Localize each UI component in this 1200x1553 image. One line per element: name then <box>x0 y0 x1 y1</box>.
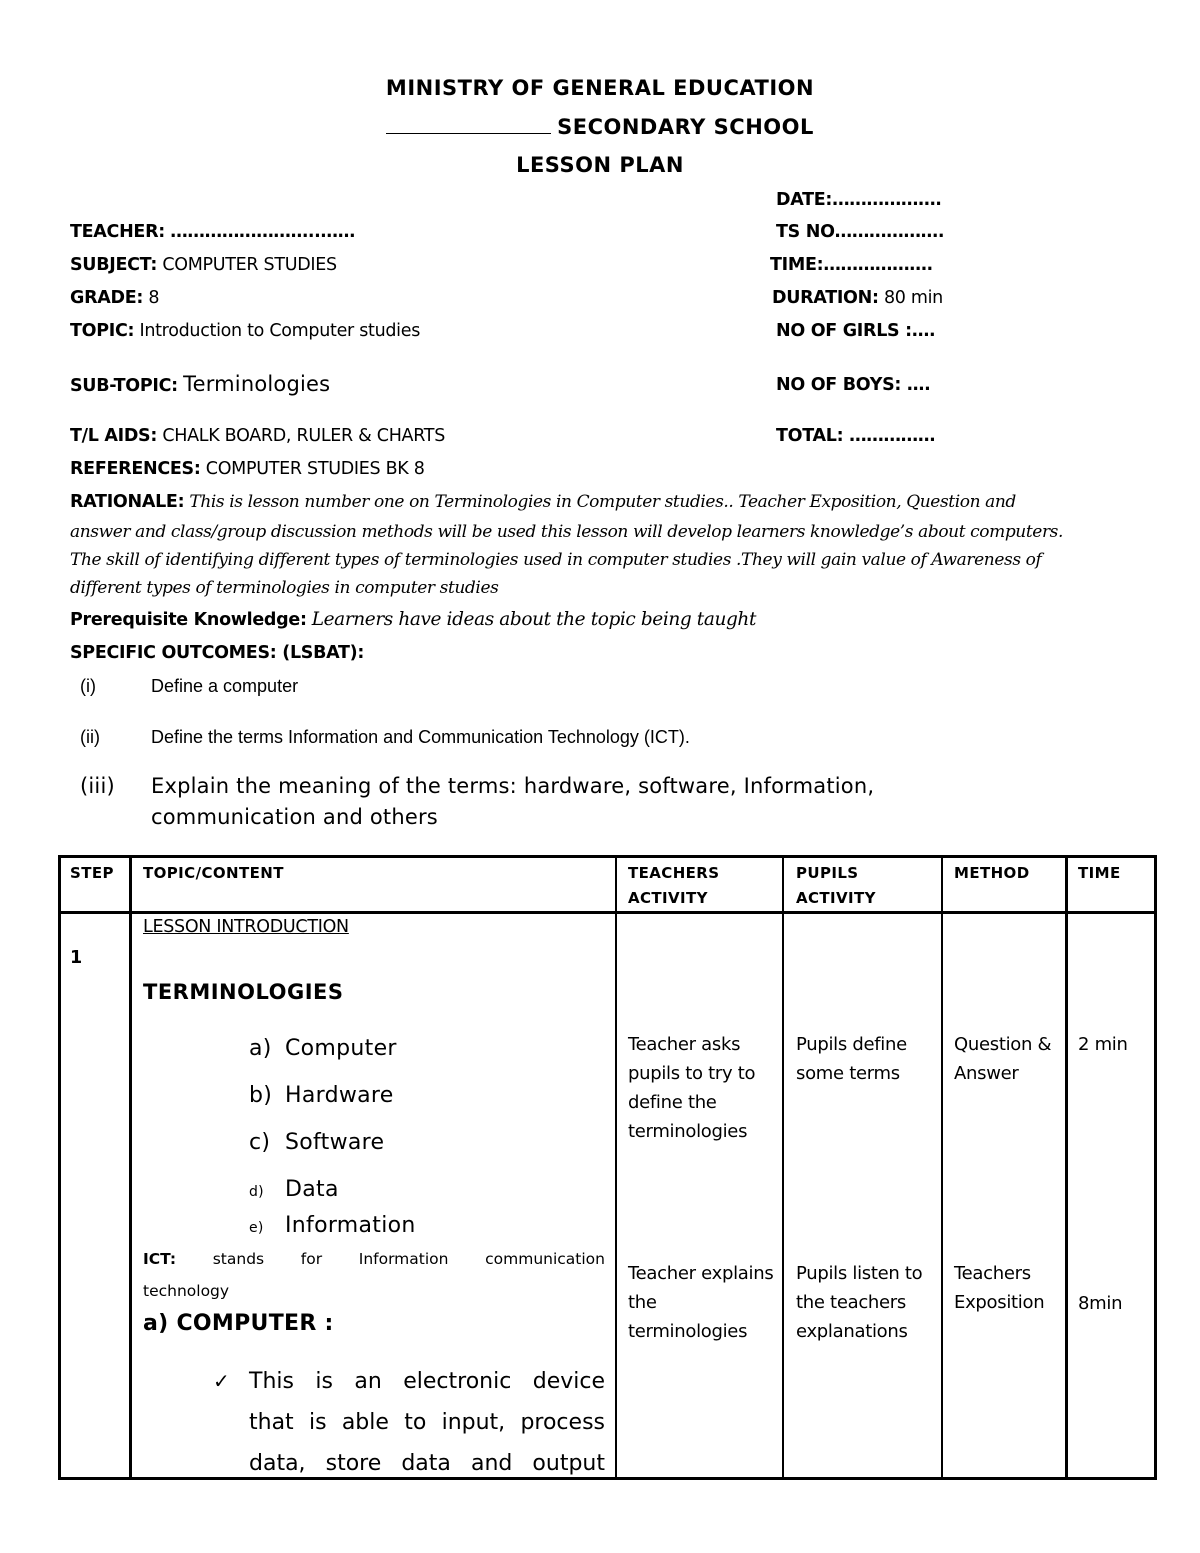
pupil-activity-2: Pupils listen to the teachers explanations <box>796 1263 923 1342</box>
outcome-3-number: (iii) <box>80 774 115 798</box>
header-teachers-line2: ACTIVITY <box>628 889 708 907</box>
computer-heading: a) COMPUTER : <box>143 1311 334 1336</box>
header-pupils-line1: PUPILS <box>796 864 859 882</box>
table-divider-5 <box>1065 855 1068 1480</box>
topic-line <box>70 321 420 341</box>
term-label: d) <box>249 1184 264 1200</box>
term-item-data <box>249 1177 339 1202</box>
table-bottom-border <box>58 1477 1157 1480</box>
school-name-blank <box>386 115 551 134</box>
date-field: DATE:………………. <box>776 190 942 210</box>
teacher-value: ……………………..…… <box>170 222 355 242</box>
subject-label: SUBJECT: <box>70 255 158 275</box>
topic-label: TOPIC: <box>70 321 135 341</box>
rationale-line-2: answer and class/group discussion methods will be used this lesson will develop learners knowledge’s about computers. <box>70 522 1064 542</box>
ict-definition-line-1 <box>143 1250 605 1268</box>
subtopic-label: SUB-TOPIC: <box>70 376 178 396</box>
term-text: Data <box>285 1177 339 1202</box>
outcomes-label: SPECIFIC OUTCOMES: (LSBAT): <box>70 643 365 663</box>
references-line <box>70 459 425 479</box>
ministry-heading: MINISTRY OF GENERAL EDUCATION <box>385 76 815 100</box>
header-pupils-line2: ACTIVITY <box>796 889 876 907</box>
term-text: Computer <box>285 1036 397 1061</box>
term-item-computer <box>249 1036 397 1061</box>
header-time: TIME <box>1078 864 1121 882</box>
subtopic-line <box>70 372 330 396</box>
ts-no-field: TS NO………………. <box>776 222 945 242</box>
method-1: Question & Answer <box>954 1034 1052 1084</box>
outcome-2-number: (ii) <box>80 727 100 747</box>
computer-definition-line-2: that is able to input, process <box>249 1410 605 1435</box>
grade-value: 8 <box>148 288 160 308</box>
term-text: Software <box>285 1130 385 1155</box>
step-number: 1 <box>70 948 82 968</box>
duration-field <box>772 288 943 308</box>
rationale-line-3: The skill of identifying different types of terminologies used in computer studies .They will gain value of Awareness of <box>70 550 1042 570</box>
lesson-plan-title: LESSON PLAN <box>516 153 684 177</box>
school-heading <box>0 115 1200 139</box>
table-top-border <box>58 855 1157 858</box>
ict-definition-line-2: technology <box>143 1282 230 1300</box>
prerequisite-line <box>70 609 756 630</box>
header-pupils-activity <box>796 861 876 911</box>
table-divider-4 <box>941 855 943 1480</box>
table-divider-3 <box>782 855 784 1480</box>
term-text: Information <box>285 1213 416 1238</box>
outcome-1-number: (i) <box>80 676 96 696</box>
teacher-activity-2: Teacher explains the terminologies <box>628 1263 774 1342</box>
subtopic-value: Terminologies <box>183 372 331 396</box>
header-teachers-line1: TEACHERS <box>628 864 720 882</box>
outcome-3-text-continued: communication and others <box>151 805 438 829</box>
table-right-border <box>1154 855 1157 1480</box>
header-step: STEP <box>70 864 114 882</box>
term-text: Hardware <box>285 1083 394 1108</box>
lesson-introduction: LESSON INTRODUCTION <box>143 917 349 937</box>
ict-text: stands for Information communication <box>212 1250 605 1268</box>
aids-line <box>70 426 445 446</box>
prerequisite-label: Prerequisite Knowledge: <box>70 610 307 630</box>
teacher-line <box>70 222 355 242</box>
ict-label: ICT: <box>143 1250 177 1268</box>
outcome-1-text: Define a computer <box>151 676 299 696</box>
outcome-3-text: Explain the meaning of the terms: hardware, software, Information, <box>151 774 875 798</box>
term-item-software <box>249 1130 384 1155</box>
grade-label: GRADE: <box>70 288 144 308</box>
aids-label: T/L AIDS: <box>70 426 158 446</box>
girls-field: NO OF GIRLS :…. <box>776 321 936 341</box>
time-2: 8min <box>1078 1293 1123 1314</box>
time-field: TIME:………………. <box>770 255 933 275</box>
term-label: a) <box>249 1036 272 1061</box>
term-label: e) <box>249 1220 264 1236</box>
subject-line <box>70 255 337 275</box>
term-item-hardware <box>249 1083 394 1108</box>
duration-value: 80 min <box>883 288 943 308</box>
grade-line <box>70 288 159 308</box>
references-value: COMPUTER STUDIES BK 8 <box>205 459 425 479</box>
references-label: REFERENCES: <box>70 459 201 479</box>
time-1: 2 min <box>1078 1034 1128 1055</box>
method-2: Teachers Exposition <box>954 1263 1045 1313</box>
term-label: b) <box>249 1083 273 1108</box>
terminologies-heading: TERMINOLOGIES <box>143 980 344 1004</box>
term-item-information <box>249 1213 416 1238</box>
header-topic: TOPIC/CONTENT <box>143 864 284 882</box>
table-header-border <box>58 911 1157 914</box>
rationale-line-1 <box>70 492 1016 512</box>
computer-definition-line-1: This is an electronic device <box>249 1369 605 1394</box>
header-teachers-activity <box>628 861 719 911</box>
subject-value: COMPUTER STUDIES <box>162 255 337 275</box>
pupil-activity-1: Pupils define some terms <box>796 1034 907 1084</box>
boys-field: NO OF BOYS: …. <box>776 375 931 395</box>
table-divider-1 <box>129 855 132 1480</box>
check-mark-icon: ✓ <box>213 1369 230 1393</box>
table-left-border <box>58 855 61 1480</box>
table-divider-2 <box>615 855 617 1480</box>
outcome-2-text: Define the terms Information and Communication Technology (ICT). <box>151 727 690 747</box>
computer-definition-line-3: data, store data and output <box>249 1451 605 1476</box>
teacher-activity-1: Teacher asks pupils to try to define the terminologies <box>628 1034 756 1142</box>
term-label: c) <box>249 1130 271 1155</box>
duration-label: DURATION: <box>772 288 879 308</box>
school-heading-text: SECONDARY SCHOOL <box>557 115 814 139</box>
rationale-label: RATIONALE: <box>70 492 185 512</box>
aids-value: CHALK BOARD, RULER & CHARTS <box>162 426 446 446</box>
header-method: METHOD <box>954 864 1030 882</box>
prerequisite-value: Learners have ideas about the topic being taught <box>311 609 756 630</box>
rationale-text-1: This is lesson number one on Terminologies in Computer studies.. Teacher Exposition, Question and <box>189 492 1016 512</box>
total-field: TOTAL: …………… <box>776 426 936 446</box>
topic-value: Introduction to Computer studies <box>139 321 421 341</box>
teacher-label: TEACHER: <box>70 222 165 242</box>
rationale-line-4: different types of terminologies in computer studies <box>70 578 499 598</box>
